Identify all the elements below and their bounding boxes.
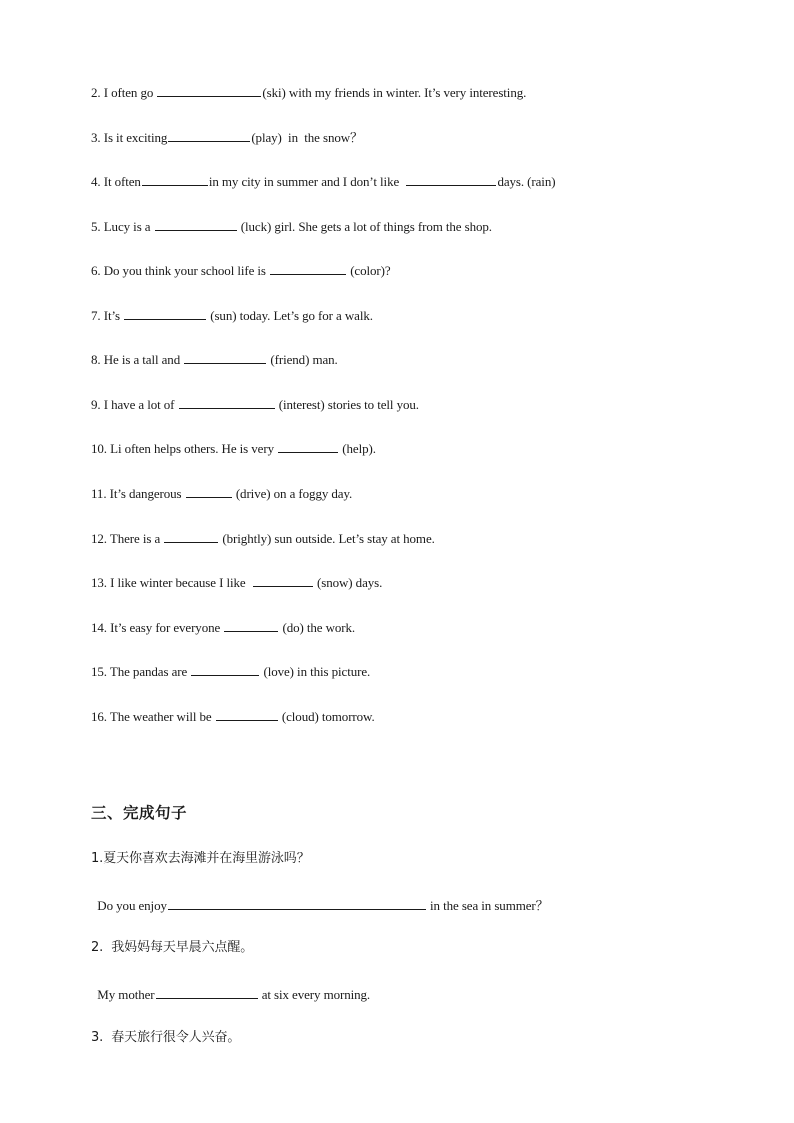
- answer-blank[interactable]: [253, 574, 313, 587]
- exercise-text: The pandas are: [109, 664, 191, 679]
- exercise-5: [91, 218, 492, 235]
- exercise-text: (drive) on a foggy day.: [232, 486, 353, 501]
- exercise-number: 10.: [91, 441, 107, 456]
- exercise-text: (luck) girl. She gets a lot of things from the shop.: [237, 219, 492, 234]
- exercise-text: It’s easy for everyone: [110, 620, 224, 635]
- exercise-number: 15.: [91, 664, 107, 679]
- answer-blank[interactable]: [186, 485, 232, 498]
- translation-answer-2: [91, 986, 370, 1003]
- exercise-number: 16.: [91, 709, 107, 724]
- exercise-text: He is a tall and: [103, 352, 184, 367]
- exercise-text: I have a lot of: [103, 397, 178, 412]
- exercise-12: [91, 530, 435, 547]
- exercise-number: 14.: [91, 620, 107, 635]
- exercise-text: (interest) stories to tell you.: [275, 397, 419, 412]
- answer-blank[interactable]: [179, 396, 275, 409]
- answer-text: at six every morning.: [258, 987, 371, 1002]
- exercise-text: (ski) with my friends in winter. It’s very interesting.: [262, 85, 527, 100]
- exercise-number: 4.: [91, 174, 101, 189]
- exercise-number: 7.: [91, 308, 101, 323]
- exercise-text: I like winter because I like: [110, 575, 252, 590]
- exercise-16: [91, 708, 375, 725]
- exercise-4: [91, 173, 555, 190]
- exercise-text: It often: [103, 174, 141, 189]
- exercise-10: [91, 440, 376, 457]
- answer-blank[interactable]: [156, 986, 258, 999]
- exercise-number: 2.: [91, 85, 101, 100]
- answer-blank[interactable]: [191, 663, 259, 676]
- answer-blank[interactable]: [224, 619, 278, 632]
- exercise-number: 6.: [91, 263, 101, 278]
- answer-blank[interactable]: [164, 530, 218, 543]
- exercise-text: in my city in summer and I don’t like: [208, 174, 406, 189]
- exercise-text: I often go: [103, 85, 157, 100]
- exercise-text: It’s: [103, 308, 124, 323]
- exercise-15: [91, 663, 370, 680]
- exercise-number: 11.: [91, 486, 107, 501]
- exercise-3: [91, 129, 363, 146]
- exercise-13: [91, 574, 382, 591]
- exercise-text: Lucy is a: [103, 219, 154, 234]
- exercise-text: (friend) man.: [267, 352, 338, 367]
- exercise-text: Do you think your school life is: [103, 263, 270, 278]
- exercise-8: [91, 351, 338, 368]
- answer-blank[interactable]: [270, 262, 346, 275]
- answer-text: Do you enjoy: [91, 898, 167, 913]
- answer-blank[interactable]: [184, 351, 266, 364]
- section-title: 三、完成句子: [91, 804, 188, 822]
- exercise-text: (color)?: [347, 263, 391, 278]
- answer-blank[interactable]: [168, 897, 426, 910]
- answer-blank[interactable]: [216, 708, 278, 721]
- answer-text: in the sea in summer？: [426, 898, 549, 913]
- answer-text: My mother: [91, 987, 155, 1002]
- exercise-number: 5.: [91, 219, 101, 234]
- exercise-9: [91, 396, 419, 413]
- exercise-text: (play) in the snow？: [251, 130, 363, 145]
- exercise-text: (help).: [339, 441, 376, 456]
- exercise-2: [91, 84, 526, 101]
- exercise-text: The weather will be: [109, 709, 215, 724]
- exercise-number: 12.: [91, 531, 107, 546]
- answer-blank[interactable]: [142, 173, 208, 186]
- answer-blank[interactable]: [406, 173, 496, 186]
- exercise-number: 3.: [91, 130, 101, 145]
- exercise-text: (cloud) tomorrow.: [278, 709, 375, 724]
- exercise-text: (do) the work.: [279, 620, 356, 635]
- exercise-text: days. (rain): [497, 174, 556, 189]
- exercise-text: Li often helps others. He is very: [110, 441, 278, 456]
- exercise-text: (sun) today. Let’s go for a walk.: [207, 308, 373, 323]
- exercise-number: 9.: [91, 397, 101, 412]
- exercise-number: 8.: [91, 352, 101, 367]
- exercise-text: (love) in this picture.: [260, 664, 371, 679]
- exercise-6: [91, 262, 391, 279]
- answer-blank[interactable]: [124, 307, 206, 320]
- exercise-14: [91, 619, 355, 636]
- answer-blank[interactable]: [168, 129, 250, 142]
- exercise-text: It’s dangerous: [109, 486, 185, 501]
- translation-prompt-3: 3. 春天旅行很令人兴奋。: [91, 1030, 241, 1045]
- exercise-11: [91, 485, 352, 502]
- exercise-text: There is a: [109, 531, 164, 546]
- answer-blank[interactable]: [278, 440, 338, 453]
- translation-answer-1: [91, 897, 549, 914]
- exercise-text: (brightly) sun outside. Let’s stay at home.: [219, 531, 435, 546]
- answer-blank[interactable]: [155, 218, 237, 231]
- exercise-text: Is it exciting: [103, 130, 168, 145]
- exercise-7: [91, 307, 373, 324]
- exercise-number: 13.: [91, 575, 107, 590]
- exercise-text: (snow) days.: [313, 575, 383, 590]
- answer-blank[interactable]: [157, 84, 261, 97]
- translation-prompt-1: 1.夏天你喜欢去海滩并在海里游泳吗？: [91, 851, 310, 866]
- translation-prompt-2: 2. 我妈妈每天早晨六点醒。: [91, 940, 254, 955]
